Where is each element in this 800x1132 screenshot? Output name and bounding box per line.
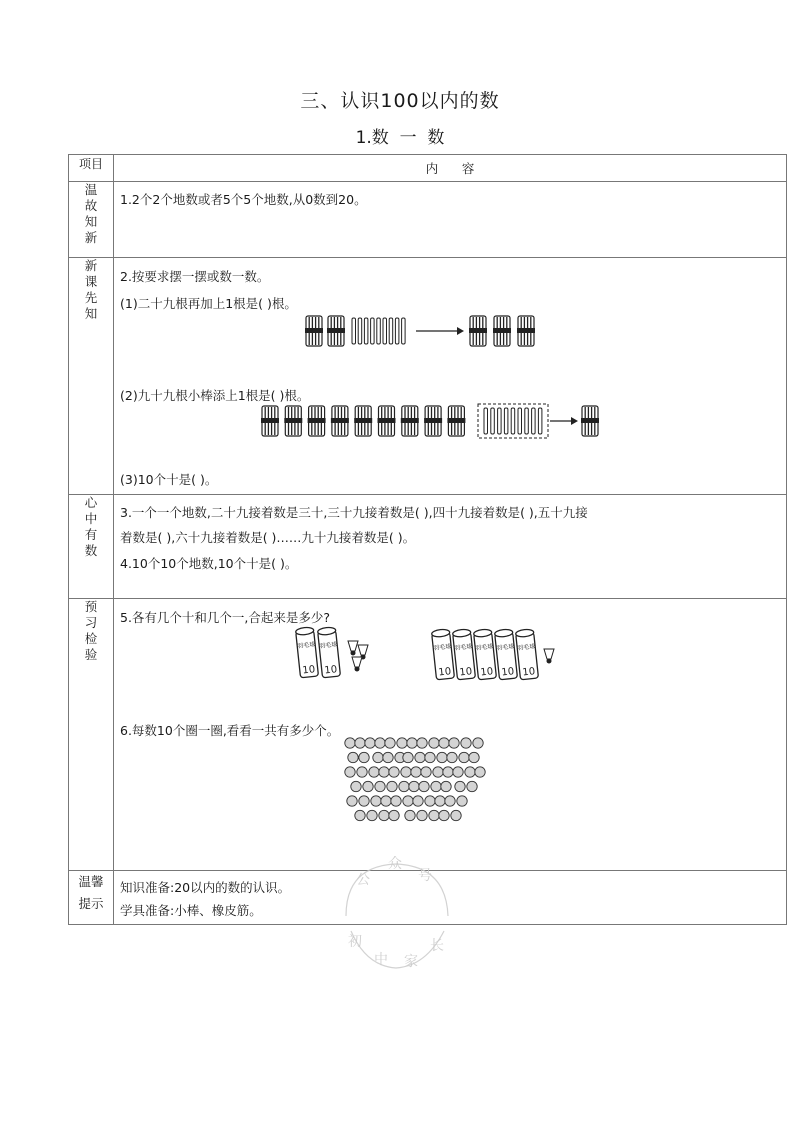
count-circle <box>467 781 477 791</box>
mind-content <box>114 495 787 599</box>
count-circle <box>383 752 393 762</box>
single-stick <box>491 408 495 434</box>
circles-figure <box>344 737 504 827</box>
count-circle <box>371 796 381 806</box>
count-circle <box>431 781 441 791</box>
count-circle <box>391 796 401 806</box>
count-circle <box>425 752 435 762</box>
count-circle <box>379 810 389 820</box>
tube-number: 10 <box>521 666 536 679</box>
count-circle <box>359 752 369 762</box>
count-circle <box>405 810 415 820</box>
hint-tools: 学具准备:小棒、橡皮筋。 <box>120 903 262 918</box>
count-circle <box>347 796 357 806</box>
count-circle <box>367 810 377 820</box>
single-stick <box>538 408 542 434</box>
question-2-2: (2)九十九根小棒添上1根是( )根。 <box>120 388 310 403</box>
count-circle <box>365 738 375 748</box>
shuttlecock-tube <box>452 629 475 680</box>
count-circle <box>385 738 395 748</box>
stick-bundle <box>469 316 487 346</box>
tube-label: 羽毛球 <box>516 643 536 652</box>
count-circle <box>345 738 355 748</box>
single-stick <box>532 408 536 434</box>
sticks-figure-1 <box>304 314 584 350</box>
count-circle <box>473 738 483 748</box>
question-1: 1.2个2个地数或者5个5个地数,从0数到20。 <box>120 192 367 207</box>
shuttlecock-tube <box>317 627 340 678</box>
count-circle <box>373 752 383 762</box>
count-circle <box>401 767 411 777</box>
row-label-preview: 预习检验 <box>69 599 114 871</box>
question-2: 2.按要求摆一摆或数一数。 <box>120 269 270 284</box>
stick-bundle <box>401 406 419 436</box>
shuttlecock <box>544 649 554 664</box>
single-stick <box>383 318 387 344</box>
row-label-hint: 温馨 提示 <box>69 871 114 925</box>
preview-content <box>114 599 787 871</box>
count-circle <box>469 752 479 762</box>
row-label-mind: 心中有数 <box>69 495 114 599</box>
stick-bundle <box>308 406 326 436</box>
count-circle <box>345 767 355 777</box>
count-circle <box>425 796 435 806</box>
count-circle <box>475 767 485 777</box>
hint-knowledge: 知识准备:20以内的数的认识。 <box>120 880 291 895</box>
stick-bundle <box>331 406 349 436</box>
tube-number: 10 <box>479 666 494 679</box>
shuttlecock-tubes-figure <box>294 623 624 693</box>
count-circle <box>429 810 439 820</box>
count-circle <box>457 796 467 806</box>
tube-label: 羽毛球 <box>474 643 494 652</box>
single-stick <box>352 318 356 344</box>
shuttlecock <box>348 641 358 656</box>
tube-label: 羽毛球 <box>296 641 316 650</box>
count-circle <box>359 796 369 806</box>
count-circle <box>407 738 417 748</box>
count-circle <box>375 738 385 748</box>
stick-bundle <box>261 406 279 436</box>
page-title: 三、认识100以内的数 <box>300 90 500 112</box>
count-circle <box>409 781 419 791</box>
single-stick <box>511 408 515 434</box>
lesson-title: 1.数 一 数 <box>355 128 445 148</box>
count-circle <box>421 767 431 777</box>
count-circle <box>417 810 427 820</box>
arrow-head <box>571 417 578 425</box>
count-circle <box>459 752 469 762</box>
count-circle <box>445 796 455 806</box>
count-circle <box>369 767 379 777</box>
count-circle <box>447 752 457 762</box>
single-stick <box>518 408 522 434</box>
question-6: 6.每数10个圈一圈,看看一共有多少个。 <box>120 723 340 738</box>
stick-bundle <box>354 406 372 436</box>
stick-bundle <box>424 406 442 436</box>
tube-number: 10 <box>437 666 452 679</box>
count-circle <box>363 781 373 791</box>
shuttlecock-tube <box>515 629 538 680</box>
count-circle <box>461 738 471 748</box>
single-stick <box>371 318 375 344</box>
count-circle <box>403 752 413 762</box>
question-3-line2: 着数是( ),六十九接着数是( )……九十九接着数是( )。 <box>120 530 416 545</box>
question-5: 5.各有几个十和几个一,合起来是多少? <box>120 610 331 625</box>
count-circle <box>381 796 391 806</box>
count-circle <box>355 810 365 820</box>
tube-number: 10 <box>301 664 316 677</box>
count-circle <box>397 738 407 748</box>
header-item: 项目 <box>69 155 114 182</box>
new-content <box>114 258 787 495</box>
count-circle <box>357 767 367 777</box>
tube-number: 10 <box>458 666 473 679</box>
count-circle <box>435 796 445 806</box>
tube-label: 羽毛球 <box>318 641 338 650</box>
single-stick <box>525 408 529 434</box>
count-circle <box>415 752 425 762</box>
count-circle <box>455 781 465 791</box>
svg-text:中: 中 <box>374 952 388 968</box>
count-circle <box>355 738 365 748</box>
tube-label: 羽毛球 <box>495 643 515 652</box>
tube-number: 10 <box>500 666 515 679</box>
single-stick <box>358 318 362 344</box>
stick-bundle <box>517 316 535 346</box>
svg-text:家: 家 <box>404 954 418 970</box>
stick-bundle <box>327 316 345 346</box>
count-circle <box>379 767 389 777</box>
single-stick <box>364 318 368 344</box>
count-circle <box>399 781 409 791</box>
svg-text:长: 长 <box>430 938 444 954</box>
count-circle <box>413 796 423 806</box>
count-circle <box>417 738 427 748</box>
count-circle <box>389 810 399 820</box>
single-stick <box>402 318 406 344</box>
svg-text:公: 公 <box>356 872 370 888</box>
shuttlecock <box>352 657 362 672</box>
row-label-new: 新课先知 <box>69 258 114 495</box>
count-circle <box>389 767 399 777</box>
svg-text:号: 号 <box>418 868 432 884</box>
shuttlecock-tube <box>295 627 318 678</box>
worksheet-table <box>68 154 787 925</box>
question-2-3: (3)10个十是( )。 <box>120 472 218 487</box>
stick-bundle <box>493 316 511 346</box>
stick-bundle <box>378 406 396 436</box>
watermark-stamp <box>326 846 466 976</box>
svg-text:初: 初 <box>348 934 362 950</box>
question-3-line1: 3.一个一个地数,二十九接着数是三十,三十九接着数是( ),四十九接着数是( ),五十九接 <box>120 505 588 520</box>
single-stick <box>377 318 381 344</box>
single-stick <box>504 408 508 434</box>
count-circle <box>451 810 461 820</box>
count-circle <box>449 738 459 748</box>
single-stick <box>395 318 399 344</box>
review-content <box>114 182 787 258</box>
svg-text:众: 众 <box>388 856 402 872</box>
row-label-review: 温故知新 <box>69 182 114 258</box>
single-stick <box>484 408 488 434</box>
count-circle <box>465 767 475 777</box>
count-circle <box>437 752 447 762</box>
count-circle <box>375 781 385 791</box>
count-circle <box>439 738 449 748</box>
sticks-figure-2 <box>260 404 640 440</box>
count-circle <box>439 810 449 820</box>
stick-bundle <box>305 316 323 346</box>
shuttlecock-tube <box>494 629 517 680</box>
tube-number: 10 <box>323 664 338 677</box>
count-circle <box>443 767 453 777</box>
question-2-1: (1)二十九根再加上1根是( )根。 <box>120 296 297 311</box>
tube-label: 羽毛球 <box>453 643 473 652</box>
arrow-head <box>457 327 464 335</box>
count-circle <box>419 781 429 791</box>
count-circle <box>441 781 451 791</box>
count-circle <box>387 781 397 791</box>
count-circle <box>348 752 358 762</box>
stick-bundle <box>447 406 465 436</box>
shuttlecock-tube <box>431 629 454 680</box>
count-circle <box>411 767 421 777</box>
count-circle <box>403 796 413 806</box>
stick-bundle <box>284 406 302 436</box>
count-circle <box>453 767 463 777</box>
shuttlecock-tube <box>473 629 496 680</box>
single-stick <box>389 318 393 344</box>
header-content: 内 容 <box>114 155 787 182</box>
tube-label: 羽毛球 <box>432 643 452 652</box>
stick-bundle <box>581 406 599 436</box>
single-stick <box>498 408 502 434</box>
question-4: 4.10个10个地数,10个十是( )。 <box>120 556 298 571</box>
count-circle <box>429 738 439 748</box>
count-circle <box>433 767 443 777</box>
count-circle <box>351 781 361 791</box>
